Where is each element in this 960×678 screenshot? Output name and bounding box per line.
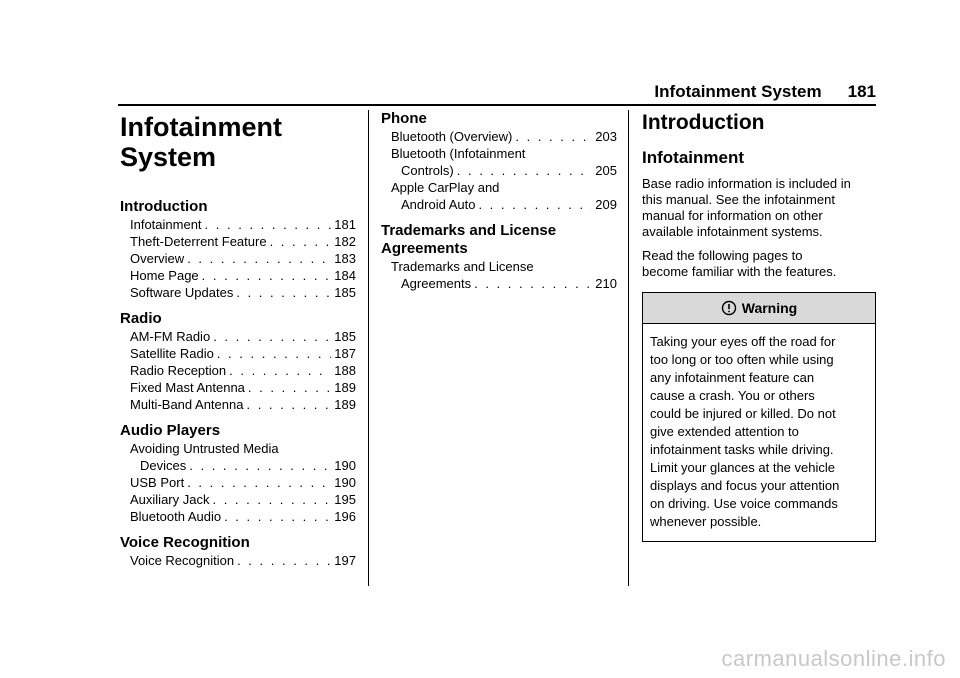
toc-entry[interactable]: Avoiding Untrusted Media Devices . . . 190 xyxy=(130,440,356,474)
warning-title: Warning xyxy=(741,300,798,316)
header-section-title: Infotainment System xyxy=(654,82,822,101)
toc-entry[interactable]: Software Updates . . . 185 xyxy=(130,284,356,301)
column-divider xyxy=(368,110,369,586)
page-number: 181 xyxy=(847,82,876,101)
toc-section-heading: Introduction xyxy=(120,198,208,215)
toc-section-voice-recognition xyxy=(120,534,356,569)
toc-section-heading: Audio Players xyxy=(120,422,221,439)
toc-section-introduction xyxy=(120,198,356,301)
paragraph: Base radio information is included in this manual. See the infotainment manual for information on other available infotainment systems. xyxy=(642,176,851,239)
warning-text: Taking your eyes off the road for too long or too often while using any infotainment feature can cause a crash. You or others could be injured or killed. Do not give extended attention to infotainment tasks while driving. Limit your glances at the vehicle displays and focus your attention on driving. Use voice commands whenever possible. xyxy=(650,334,840,529)
toc-entry[interactable]: Multi-Band Antenna . . . 189 xyxy=(130,396,356,413)
warning-header xyxy=(643,293,875,324)
toc-entry[interactable]: Overview . . . 183 xyxy=(130,250,356,267)
chapter-title: Infotainment System xyxy=(120,112,282,172)
toc-entry[interactable]: AM-FM Radio . . . 185 xyxy=(130,328,356,345)
header-rule xyxy=(118,104,876,106)
section-title: Introduction xyxy=(642,111,765,134)
toc-entry[interactable]: Radio Reception . . . 188 xyxy=(130,362,356,379)
column-divider xyxy=(628,110,629,586)
toc-entry[interactable]: Bluetooth (Infotainment Controls) . . . 205 xyxy=(391,145,617,179)
toc-entry[interactable]: Bluetooth Audio . . . 196 xyxy=(130,508,356,525)
toc-entry[interactable]: Apple CarPlay and Android Auto . . . 209 xyxy=(391,179,617,213)
toc-section-trademarks xyxy=(381,222,617,292)
toc-section-audio-players xyxy=(120,422,356,525)
watermark: carmanualsonline.info xyxy=(721,646,946,671)
toc-section-heading: Trademarks and License Agreements xyxy=(381,222,557,257)
toc-section-phone xyxy=(381,110,617,213)
toc-section-heading: Voice Recognition xyxy=(120,534,250,551)
toc-entry[interactable]: Voice Recognition . . . 197 xyxy=(130,552,356,569)
toc-section-heading: Radio xyxy=(120,310,162,327)
paragraph: Read the following pages to become familiar with the features. xyxy=(642,248,837,279)
toc-section-radio xyxy=(120,310,356,413)
toc-entry[interactable]: Infotainment . . . 181 xyxy=(130,216,356,233)
toc-entry[interactable]: Trademarks and License Agreements . . . 210 xyxy=(391,258,617,292)
warning-box xyxy=(642,292,876,542)
running-header xyxy=(0,82,876,102)
toc-column-1 xyxy=(120,110,356,578)
toc-entry[interactable]: USB Port . . . 190 xyxy=(130,474,356,491)
toc-entry[interactable]: Satellite Radio . . . 187 xyxy=(130,345,356,362)
intro-column xyxy=(642,110,876,542)
toc-entry[interactable]: Theft-Deterrent Feature . . . 182 xyxy=(130,233,356,250)
toc-column-2 xyxy=(381,110,617,301)
subsection-title: Infotainment xyxy=(642,148,744,167)
toc-section-heading: Phone xyxy=(381,110,427,127)
toc-entry[interactable]: Home Page . . . 184 xyxy=(130,267,356,284)
toc-entry[interactable]: Bluetooth (Overview) . . . 203 xyxy=(391,128,617,145)
toc-entry[interactable]: Fixed Mast Antenna . . . 189 xyxy=(130,379,356,396)
toc-entry[interactable]: Auxiliary Jack . . . 195 xyxy=(130,491,356,508)
warning-icon xyxy=(721,300,737,316)
